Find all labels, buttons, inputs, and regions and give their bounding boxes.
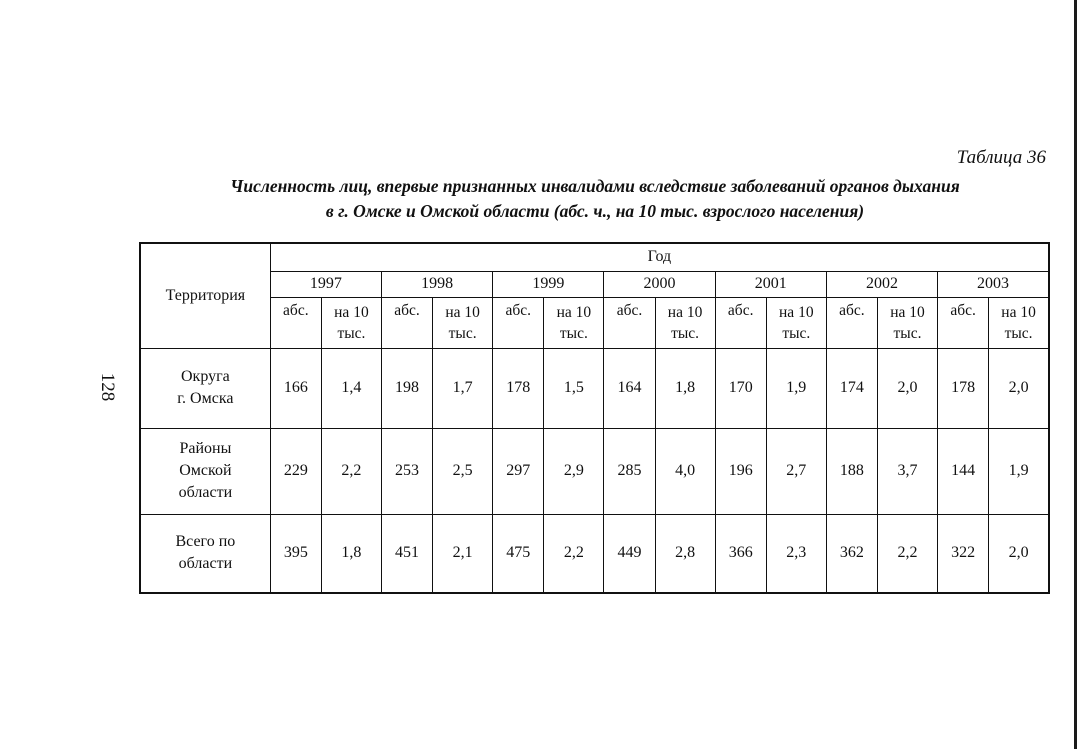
per-10k-value-cell: 1,5 [544, 348, 604, 428]
per-10k-value-cell: 2,3 [766, 514, 826, 593]
unit-abs-header: абс. [826, 297, 877, 348]
per-10k-value-cell: 3,7 [877, 428, 937, 514]
territory-line: Округа [180, 368, 230, 385]
unit-per-line-2: тыс. [671, 324, 700, 342]
territory-header: Территория [140, 243, 270, 348]
abs-value-cell: 322 [938, 514, 989, 593]
unit-per-line-1: на 10 [556, 303, 592, 321]
abs-value-cell: 144 [938, 428, 989, 514]
territory-line: Всего по [175, 533, 236, 551]
unit-per-line-1: на 10 [445, 303, 480, 321]
page-number: 128 [97, 372, 118, 402]
abs-value-cell: 366 [715, 514, 766, 593]
year-header: 2001 [715, 271, 826, 297]
per-10k-value-cell: 2,2 [321, 428, 381, 514]
abs-value-cell: 451 [381, 514, 432, 593]
unit-per-10k-header [433, 297, 493, 348]
unit-abs-header: абс. [604, 297, 655, 348]
per-10k-value-cell: 1,4 [321, 348, 381, 428]
year-header: 2000 [604, 271, 715, 297]
unit-per-10k-header [989, 297, 1049, 348]
unit-per-10k-header [321, 297, 381, 348]
caption-line-2: в г. Омске и Омской области (абс. ч., на 10 тыс. взрослого населения) [325, 201, 865, 221]
unit-per-line-2: тыс. [1004, 324, 1033, 342]
per-10k-value-cell: 1,7 [433, 348, 493, 428]
per-10k-value-cell: 4,0 [655, 428, 715, 514]
unit-abs-header: абс. [493, 297, 544, 348]
unit-per-line-1: на 10 [890, 303, 925, 321]
territory-line: области [178, 484, 233, 501]
per-10k-value-cell: 2,5 [433, 428, 493, 514]
per-10k-value-cell: 2,1 [433, 514, 493, 593]
unit-per-10k-header [877, 297, 937, 348]
abs-value-cell: 395 [270, 514, 321, 593]
unit-abs-header: абс. [715, 297, 766, 348]
per-10k-value-cell: 2,0 [877, 348, 937, 428]
page-edge-line [1074, 0, 1077, 749]
year-header: 1997 [270, 271, 381, 297]
table-row [140, 514, 1049, 593]
abs-value-cell: 164 [604, 348, 655, 428]
territory-line: Омской [179, 462, 232, 479]
unit-abs-header: абс. [938, 297, 989, 348]
abs-value-cell: 178 [938, 348, 989, 428]
year-header: 2002 [826, 271, 937, 297]
per-10k-value-cell: 2,0 [989, 514, 1049, 593]
per-10k-value-cell: 2,2 [544, 514, 604, 593]
abs-value-cell: 188 [826, 428, 877, 514]
per-10k-value-cell: 1,9 [989, 428, 1049, 514]
per-10k-value-cell: 2,2 [877, 514, 937, 593]
unit-per-line-1: на 10 [1001, 303, 1036, 321]
table-caption [140, 174, 1050, 224]
territory-cell [140, 348, 270, 428]
abs-value-cell: 285 [604, 428, 655, 514]
per-10k-value-cell: 2,8 [655, 514, 715, 593]
data-table [139, 242, 1050, 594]
unit-per-line-2: тыс. [782, 324, 811, 342]
per-10k-value-cell: 2,7 [766, 428, 826, 514]
territory-cell [140, 428, 270, 514]
abs-value-cell: 166 [270, 348, 321, 428]
abs-value-cell: 449 [604, 514, 655, 593]
table-row [140, 428, 1049, 514]
per-10k-value-cell: 2,9 [544, 428, 604, 514]
unit-abs-header: абс. [270, 297, 321, 348]
abs-value-cell: 362 [826, 514, 877, 593]
year-header: 2003 [938, 271, 1049, 297]
abs-value-cell: 196 [715, 428, 766, 514]
table-number: Таблица 36 [956, 147, 1046, 168]
year-header: 1999 [493, 271, 604, 297]
abs-value-cell: 297 [493, 428, 544, 514]
unit-header-row [140, 297, 1049, 348]
per-10k-value-cell: 1,8 [655, 348, 715, 428]
unit-per-line-2: тыс. [893, 324, 922, 342]
abs-value-cell: 178 [493, 348, 544, 428]
year-header: 1998 [381, 271, 492, 297]
table-row [140, 348, 1049, 428]
table-body [140, 348, 1049, 593]
year-group-header: Год [270, 243, 1049, 271]
abs-value-cell: 229 [270, 428, 321, 514]
unit-per-line-1: на 10 [334, 303, 369, 321]
unit-per-10k-header [655, 297, 715, 348]
unit-per-line-2: тыс. [337, 324, 366, 342]
unit-per-line-2: тыс. [448, 324, 477, 342]
territory-line: Районы [179, 440, 232, 457]
abs-value-cell: 253 [381, 428, 432, 514]
abs-value-cell: 170 [715, 348, 766, 428]
caption-line-1: Численность лиц, впервые признанных инвалидами вследствие заболеваний органов дыхания [230, 176, 960, 196]
abs-value-cell: 198 [381, 348, 432, 428]
territory-line: области [178, 555, 233, 573]
unit-per-10k-header [766, 297, 826, 348]
unit-per-10k-header [544, 297, 604, 348]
abs-value-cell: 174 [826, 348, 877, 428]
abs-value-cell: 475 [493, 514, 544, 593]
year-header-row [140, 271, 1049, 297]
unit-abs-header: абс. [381, 297, 432, 348]
unit-per-line-1: на 10 [779, 303, 814, 321]
per-10k-value-cell: 1,9 [766, 348, 826, 428]
unit-per-line-1: на 10 [667, 303, 703, 321]
unit-per-line-2: тыс. [559, 324, 588, 342]
per-10k-value-cell: 2,0 [989, 348, 1049, 428]
territory-line: г. Омска [177, 390, 234, 407]
per-10k-value-cell: 1,8 [321, 514, 381, 593]
territory-cell [140, 514, 270, 593]
